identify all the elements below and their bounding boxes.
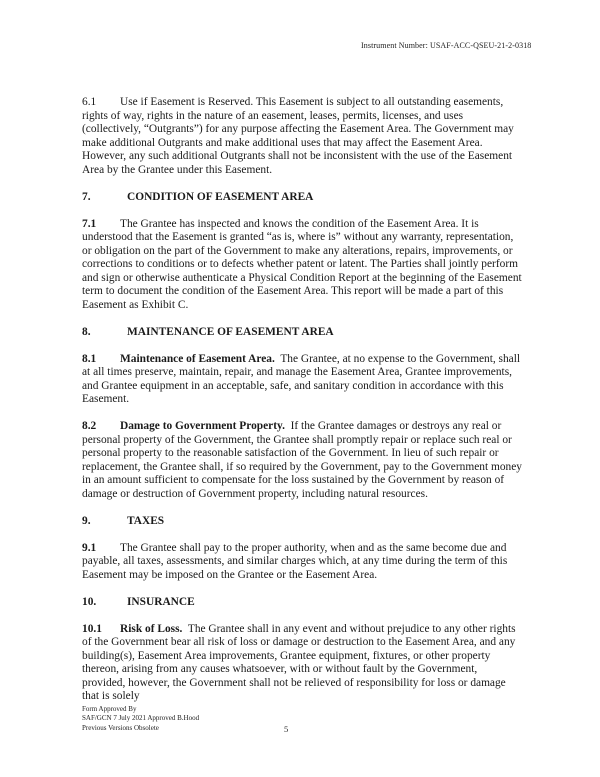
heading-title: MAINTENANCE OF EASEMENT AREA [127, 325, 334, 338]
section-text: The Grantee shall pay to the proper authority, when and as the same become due and payable, all taxes, assessments, and similar charges which, at any time during the term of this Easement may be imposed on the Grantee or the Easement Area. [82, 541, 508, 581]
heading-section-9 [82, 515, 522, 529]
heading-title: CONDITION OF EASEMENT AREA [127, 190, 314, 203]
footer-line-2: SAF/GCN 7 July 2021 Approved B.Hood [82, 714, 200, 723]
heading-number: 9. [82, 514, 91, 527]
section-10-1 [82, 623, 522, 704]
section-text: Use if Easement is Reserved. This Easement is subject to all outstanding easements, rights of way, rights in the nature of an easement, leases, permits, licenses, and uses (collectively, “Outgrants”) for any purpose affecting the Easement Area. The Government may make additional Outgrants and make additional uses that may affect the Easement Area. However, any such additional Outgrants shall not be inconsistent with the use of the Easement Area by the Grantee under this Easement. [82, 96, 514, 176]
section-number: 6.1 [82, 96, 97, 108]
section-lead: Damage to Government Property. [120, 420, 285, 432]
page-number: 5 [284, 724, 289, 734]
heading-number: 10. [82, 595, 97, 608]
section-text: The Grantee has inspected and knows the condition of the Easement Area. It is understood that the Easement is granted “as is, where is” without any warranty, representation, or obligation on the part of the Government to make any alterations, repairs, improvements, or corrections to conditions or to defects whether patent or latent. The Parties shall jointly perform and sign or otherwise authenticate a Physical Condition Report at the beginning of the Easement term to document the condition of the Easement Area. This report will be made a part of this Easement as Exhibit C. [82, 217, 522, 311]
heading-title: INSURANCE [127, 595, 195, 608]
footer-line-3: Previous Versions Obsolete [82, 723, 159, 732]
section-number: 8.1 [82, 352, 97, 365]
heading-section-10 [82, 596, 522, 610]
section-lead: Risk of Loss. [120, 622, 183, 635]
heading-section-7 [82, 191, 522, 205]
section-number: 10.1 [82, 622, 102, 635]
footer-line-1: Form Approved By [82, 705, 137, 713]
section-7-1 [82, 218, 522, 313]
section-number: 7.1 [82, 217, 97, 230]
section-text: The Grantee shall in any event and without prejudice to any other rights of the Government bear all risk of loss or damage or destruction to the Easement Area, and any building(s), Easement Area improvements, Grantee equipment, fixtures, or other property thereon, arising from any causes whatsoever, with or without fault by the Government, provided, however, the Government shall not be relieved of responsibility for loss or damage that is solely [82, 622, 516, 702]
section-8-2 [82, 420, 522, 501]
instrument-number: Instrument Number: USAF-ACC-QSEU-21-2-0318 [361, 41, 532, 50]
section-8-1 [82, 353, 522, 407]
section-6-1 [82, 96, 522, 177]
heading-number: 7. [82, 190, 91, 203]
heading-section-8 [82, 326, 522, 340]
section-number: 8.2 [82, 420, 97, 432]
form-footer [82, 705, 199, 733]
section-number: 9.1 [82, 541, 97, 554]
section-lead: Maintenance of Easement Area. [120, 352, 275, 365]
section-text: If the Grantee damages or destroys any real or personal property of the Government, the Grantee shall promptly repair or replace such real or personal property to the reasonable satisfaction of the Government. In lieu of such repair or replacement, the Grantee shall, if so required by the Government, pay to the Government money in an amount sufficient to compensate for the loss sustained by the Government by reason of damage or destruction of Government property, including natural resources. [82, 420, 522, 500]
section-text: The Grantee, at no expense to the Government, shall at all times preserve, maintain, repair, and manage the Easement Area, Grantee improvements, and Grantee equipment in an acceptable, safe, and sanitary condition in accordance with this Easement. [82, 352, 521, 405]
heading-title: TAXES [127, 514, 165, 527]
document-body [82, 96, 522, 717]
heading-number: 8. [82, 325, 91, 338]
section-9-1 [82, 542, 522, 583]
